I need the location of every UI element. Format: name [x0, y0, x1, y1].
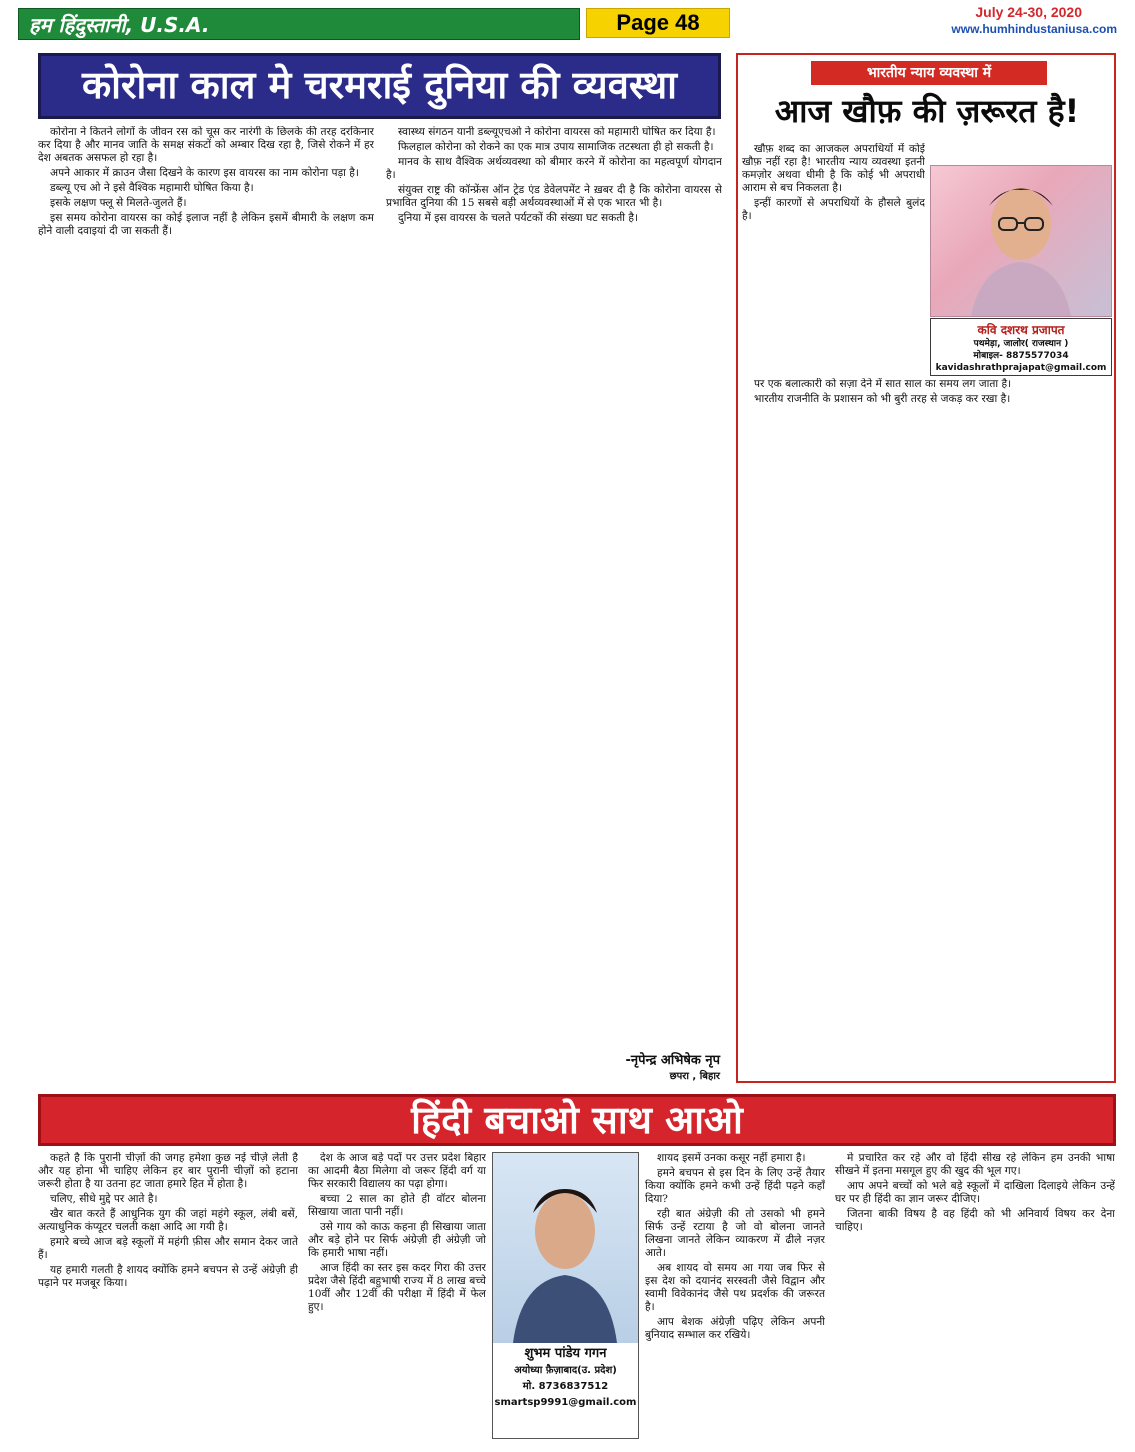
paragraph: रही बात अंग्रेज़ी की तो उसको भी हमने सिर्फ उन्हें रटाया है जो वो बोलना जानते लिखना जानते लेकिन व्याकरण में ढीले नज़र आते। — [645, 1208, 825, 1259]
paragraph: जितना बाकी विषय है वह हिंदी को भी अनिवार्य विषय कर देना चाहिए। — [835, 1208, 1115, 1233]
paragraph: खैर बात करते हैं आधुनिक युग की जहां महंगे स्कूल, लंबी बसें, अत्याधुनिक कंप्यूटर चलती कक्षा आदि आ गयी है। — [38, 1208, 298, 1233]
paragraph: उसे गाय को काऊ कहना ही सिखाया जाता और बड़े होने पर सिर्फ अंग्रेज़ी ही अंग्रेज़ी जो कि हमारी भाषा नहीं। — [308, 1221, 486, 1259]
paragraph: अपने आकार में क्राउन जैसा दिखने के कारण इस वायरस का नाम कोरोना पड़ा है। — [50, 167, 359, 179]
hindi-banner: हिंदी बचाओ साथ आओ — [38, 1094, 1116, 1146]
paragraph: फिलहाल कोरोना को रोकने का एक मात्र उपाय सामाजिक तटस्थता ही हो सकती है। — [398, 141, 714, 153]
main-article-column-2 — [386, 126, 722, 1041]
poet-photo — [930, 165, 1112, 317]
sidebar-title: आज खौफ़ की ज़रूरत है! — [774, 92, 1080, 130]
paragraph: इस समय कोरोना वायरस का कोई इलाज नहीं है लेकिन इसमें बीमारी के लक्षण कम होने वाली दवाइयां दी जा सकती हैं। — [38, 212, 374, 237]
masthead — [18, 4, 1117, 38]
paragraph: संयुक्त राष्ट्र की कॉन्फ्रेंस ऑन ट्रेड एंड डेवेलपमेंट ने ख़बर दी है कि कोरोना वायरस से प्रभावित दुनिया की 15 सबसे बड़ी अर्थव्यवस्थाओं में से एक भारत भी है। — [386, 184, 722, 209]
paragraph: हमने बचपन से इस दिन के लिए उन्हें तैयार किया क्योंकि हमने कभी उन्हें हिंदी पढ़ने कहाँ दिया? — [645, 1167, 825, 1205]
bottom-author-card — [492, 1152, 639, 1439]
paragraph: कहते है कि पुरानी चीज़ों की जगह हमेशा कुछ नई चीज़े लेती है और यह होना भी चाहिए लेकिन हर बार पुरानी चीज़ों को हटाना जरूरी होता है या उतना हट जाता हमारे हित में होता है। — [38, 1152, 298, 1190]
paragraph: हमारे बच्चे आज बड़े स्कूलों में महंगी फ़ीस और समान देकर जाते हैं। — [38, 1236, 298, 1261]
paragraph: कोरोना ने कितने लोगों के जीवन रस को चूस कर नारंगी के छिलके की तरह दरकिनार कर दिया है और मानव जाति के समक्ष संकटों को अम्बार दिख रहा है, जिसे रोकने में हर देश अबतक असफल हो रहा है। — [38, 126, 374, 164]
sidebar-tag: भारतीय न्याय व्यवस्था में — [811, 61, 1047, 85]
main-article-author: -नृपेन्द्र अभिषेक नृप — [625, 1053, 720, 1068]
paper-name: हम हिंदुस्तानी, U.S.A. — [29, 13, 210, 37]
main-article-place: छपरा , बिहार — [669, 1071, 720, 1082]
bottom-author-email[interactable]: smartsp9991@gmail.com — [494, 1397, 637, 1408]
bottom-article-column-4 — [835, 1152, 1115, 1442]
paragraph: देश के आज बड़े पदों पर उत्तर प्रदेश बिहार का आदमी बैठा मिलेगा वो जरूर हिंदी वर्ग या फिर सरकारी विद्यालय का पढ़ा होगा। — [308, 1152, 486, 1190]
bottom-author-photo — [493, 1153, 638, 1343]
paragraph: डब्ल्यू एच ओ ने इसे वैश्विक महामारी घोषित किया है। — [50, 182, 254, 194]
paper-name-box — [18, 8, 580, 40]
poet-mobile: मोबाइल- 8875577034 — [973, 351, 1069, 361]
paragraph: आज हिंदी का स्तर इस कदर गिरा की उत्तर प्रदेश जैसे हिंदी बहुभाषी राज्य में 8 लाख बच्चे 10वीं और 12वीं की परीक्षा में हिंदी में फेल हुए। — [308, 1262, 486, 1313]
sidebar-text-bottom — [742, 378, 1110, 1076]
bottom-article-column-2 — [308, 1152, 486, 1442]
paragraph: मानव के साथ वैश्विक अर्थव्यवस्था को बीमार करने में कोरोना का महत्वपूर्ण योगदान है। — [386, 156, 722, 181]
paragraph: इसके लक्षण फ्लू से मिलते-जुलते हैं। — [50, 197, 187, 209]
paragraph: खौफ़ शब्द का आजकल अपराधियों में कोई खौफ़ नहीं रहा है! भारतीय न्याय व्यवस्था इतनी कमज़ोर अथवा धीमी है कि कोई भी अपराधी आराम से बच निकलता है। — [742, 143, 925, 194]
poet-card — [930, 318, 1112, 376]
website-url[interactable]: www.humhindustaniusa.com — [951, 22, 1117, 36]
issue-date: July 24-30, 2020 — [975, 4, 1082, 20]
page-label: Page 48 — [586, 8, 730, 38]
sidebar-text-top — [742, 143, 925, 373]
paragraph: आप बेशक अंग्रेज़ी पढ़िए लेकिन अपनी बुनियाद सम्भाल कर रखिये। — [645, 1316, 825, 1341]
bottom-article-column-3 — [645, 1152, 825, 1442]
paragraph: शायद इसमें उनका कसूर नहीं हमारा है। — [657, 1152, 806, 1164]
paragraph: चलिए, सीधे मुद्दे पर आते है। — [50, 1193, 158, 1205]
bottom-article-column-1 — [38, 1152, 298, 1442]
paragraph: अब शायद वो समय आ गया जब फिर से इस देश को दयानंद सरस्वती जैसे विद्वान और स्वामी विवेकानंद जैसे पथ प्रदर्शक की जरूरत है। — [645, 1262, 825, 1313]
main-article-column-1 — [38, 126, 374, 1041]
paragraph: बच्चा 2 साल का होते ही वॉटर बोलना सिखाया जाता पानी नहीं। — [308, 1193, 486, 1218]
paragraph: भारतीय राजनीति के प्रशासन को भी बुरी तरह से जकड़ कर रखा है। — [754, 393, 1011, 405]
poet-address: पथमेड़ा, जालोर( राजस्थान ) — [973, 339, 1069, 349]
portrait-illustration — [493, 1153, 638, 1343]
paragraph: पर एक बलात्कारी को सज़ा देने में सात साल का समय लग जाता है। — [754, 378, 1012, 390]
paragraph: मे प्रचारित कर रहे और वो हिंदी सीख रहे लेकिन हम उनकी भाषा सीखने में इतना मसगूल हुए की खुद की भूल गए। — [835, 1152, 1115, 1177]
main-article-signoff — [560, 1050, 720, 1082]
bottom-author-address: अयोध्या फ़ैज़ाबाद(उ. प्रदेश) — [514, 1365, 617, 1376]
paragraph: इन्हीं कारणों से अपराधियों के हौसले बुलंद है। — [742, 197, 925, 222]
paragraph: आप अपने बच्चों को भले बड़े स्कूलों में दाखिला दिलाइये लेकिन उन्हें घर पर ही हिंदी का ज्ञान जरूर दीजिए। — [835, 1180, 1115, 1205]
portrait-illustration — [931, 166, 1111, 316]
paragraph: यह हमारी गलती है शायद क्योंकि हमने बचपन से उन्हें अंग्रेज़ी ही पढ़ाने पर मजबूर किया। — [38, 1264, 298, 1289]
paragraph: दुनिया में इस वायरस के चलते पर्यटकों की संख्या घट सकती है। — [398, 212, 639, 224]
paragraph: स्वास्थ्य संगठन यानी डब्ल्यूएचओ ने कोरोना वायरस को महामारी घोषित कर दिया है। — [398, 126, 716, 138]
poet-email[interactable]: kavidashrathprajapat@gmail.com — [935, 363, 1107, 373]
poet-name: कवि दशरथ प्रजापत — [977, 323, 1065, 337]
bottom-author-info — [493, 1345, 638, 1411]
main-headline: कोरोना काल मे चरमराई दुनिया की व्यवस्था — [38, 53, 721, 119]
bottom-author-name: शुभम पांडेय गगन — [524, 1346, 607, 1361]
bottom-author-mobile: मो. 8736837512 — [522, 1381, 609, 1392]
